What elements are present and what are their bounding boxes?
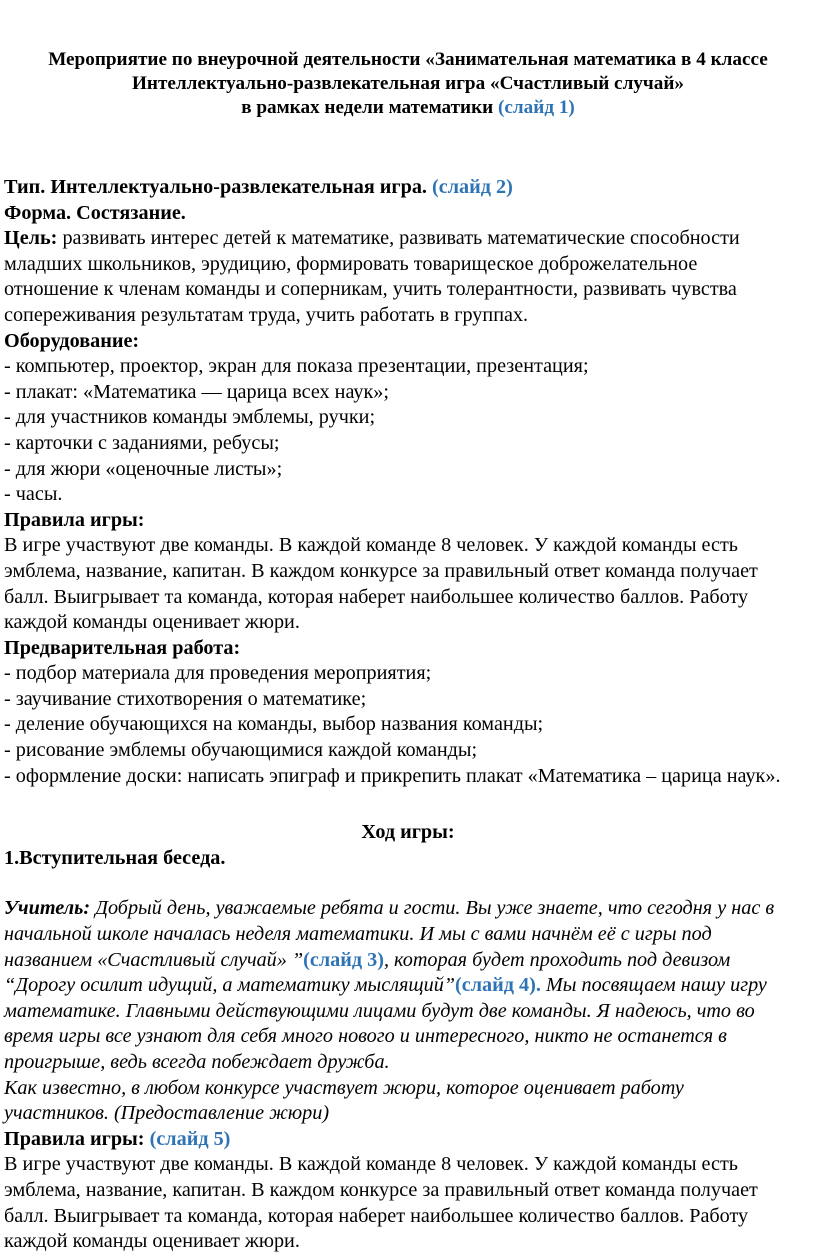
rules2-line: В игре участвуют две команды. В каждой команде 8 человек. У каждой команды есть <box>4 1153 739 1176</box>
prep-item: - деление обучающихся на команды, выбор названия команды; <box>4 713 544 736</box>
prep-item: - подбор материала для проведения мероприятия; <box>4 662 432 685</box>
title-line-3-text: в рамках недели математики <box>241 97 494 119</box>
rules-line: балл. Выигрывает та команда, которая наберет наибольшее количество баллов. Работу <box>4 585 749 608</box>
teacher-text-3b: , которая будет проходить под девизом <box>383 948 731 971</box>
equipment-item: - плакат: «Математика — царица всех наук»; <box>4 380 389 403</box>
slide-ref-4: (слайд 4). <box>455 974 541 997</box>
type-label: Тип. Интеллектуально-развлекательная игра. <box>4 176 427 198</box>
teacher-label: Учитель: <box>4 897 91 920</box>
slide-ref-2: (слайд 2) <box>432 176 513 198</box>
goal-label: Цель: <box>4 227 58 250</box>
rules-line: эмблема, название, капитан. В каждом конкурсе за правильный ответ команда получает <box>4 559 758 582</box>
slide-ref-1: (слайд 1) <box>498 97 575 119</box>
rules-line: В игре участвуют две команды. В каждой команде 8 человек. У каждой команды есть <box>4 534 739 557</box>
course-heading: Ход игры: <box>361 821 455 844</box>
goal-line-4: сопереживания результатам труда, учить работать в группах. <box>4 303 529 326</box>
equipment-heading: Оборудование: <box>4 329 140 352</box>
goal-line-2: младших школьников, эрудицию, формировать товарищеское доброжелательное <box>4 252 698 275</box>
prep-heading: Предварительная работа: <box>4 636 241 659</box>
document-title <box>0 48 816 121</box>
rules-heading: Правила игры: <box>4 508 145 531</box>
document-body <box>4 175 812 1255</box>
goal-line-1 <box>4 226 812 252</box>
teacher-line-4 <box>4 973 812 999</box>
rules-line: каждой команды оценивает жюри. <box>4 611 300 634</box>
teacher-line-7: проигрыше, ведь всегда побеждает дружба. <box>4 1051 390 1073</box>
title-line-3 <box>0 96 816 120</box>
rules2-line: каждой команды оценивает жюри. <box>4 1230 300 1253</box>
teacher-line-9: участников. (Предоставление жюри) <box>4 1102 330 1125</box>
type-line <box>4 175 812 201</box>
goal-text-1: развивать интерес детей к математике, развивать математические способности <box>57 227 740 250</box>
teacher-line-3 <box>4 948 812 974</box>
equipment-item: - для жюри «оценочные листы»; <box>4 457 283 480</box>
rules2-heading-line <box>4 1127 812 1153</box>
equipment-item: - карточки с заданиями, ребусы; <box>4 431 280 454</box>
title-line-2: Интеллектуально-развлекательная игра «Счастливый случай» <box>131 73 684 95</box>
teacher-line-2: начальной школе началась неделя математики. И мы с вами начнём её с игры под <box>4 923 712 946</box>
rules2-line: балл. Выигрывает та команда, которая наберет наибольшее количество баллов. Работу <box>4 1204 749 1227</box>
teacher-line-5: математике. Главными действующими лицами будут две команды. Я надеюсь, что во <box>4 999 755 1022</box>
equipment-item: - часы. <box>4 483 63 506</box>
title-line-1: Мероприятие по внеурочной деятельности «Занимательная математика в 4 классе <box>48 49 768 70</box>
teacher-text-1: Добрый день, уважаемые ребята и гости. Вы уже знаете, что сегодня у нас в <box>90 897 775 920</box>
prep-item: - заучивание стихотворения о математике; <box>4 687 367 710</box>
teacher-text-4b: Мы посвящаем нашу игру <box>540 974 767 997</box>
rules2-heading: Правила игры: <box>4 1127 145 1150</box>
form-line: Форма. Состязание. <box>4 201 186 224</box>
section-intro-heading: 1.Вступительная беседа. <box>4 846 226 869</box>
equipment-item: - компьютер, проектор, экран для показа презентации, презентация; <box>4 355 589 378</box>
spacer <box>4 789 812 820</box>
spacer <box>4 871 812 896</box>
slide-ref-5: (слайд 5) <box>149 1127 231 1150</box>
equipment-item: - для участников команды эмблемы, ручки; <box>4 406 376 429</box>
prep-item: - оформление доски: написать эпиграф и прикрепить плакат «Математика – царица наук». <box>4 764 781 787</box>
teacher-line-1 <box>4 896 812 922</box>
goal-line-3: отношение к членам команды и соперникам, учить толерантности, развивать чувства <box>4 278 737 301</box>
teacher-text-4a: “Дорогу осилит идущий, а математику мыслящий” <box>4 974 456 997</box>
teacher-line-8: Как известно, в любом конкурсе участвует жюри, которое оценивает работу <box>4 1076 684 1099</box>
slide-ref-3: (слайд 3) <box>303 948 384 971</box>
rules2-line: эмблема, название, капитан. В каждом конкурсе за правильный ответ команда получает <box>4 1178 758 1201</box>
teacher-text-3a: названием «Счастливый случай» ” <box>4 948 304 971</box>
teacher-line-6: время игры все узнают для себя много нового и интересного, никто не останется в <box>4 1025 727 1048</box>
prep-item: - рисование эмблемы обучающимися каждой команды; <box>4 739 478 762</box>
